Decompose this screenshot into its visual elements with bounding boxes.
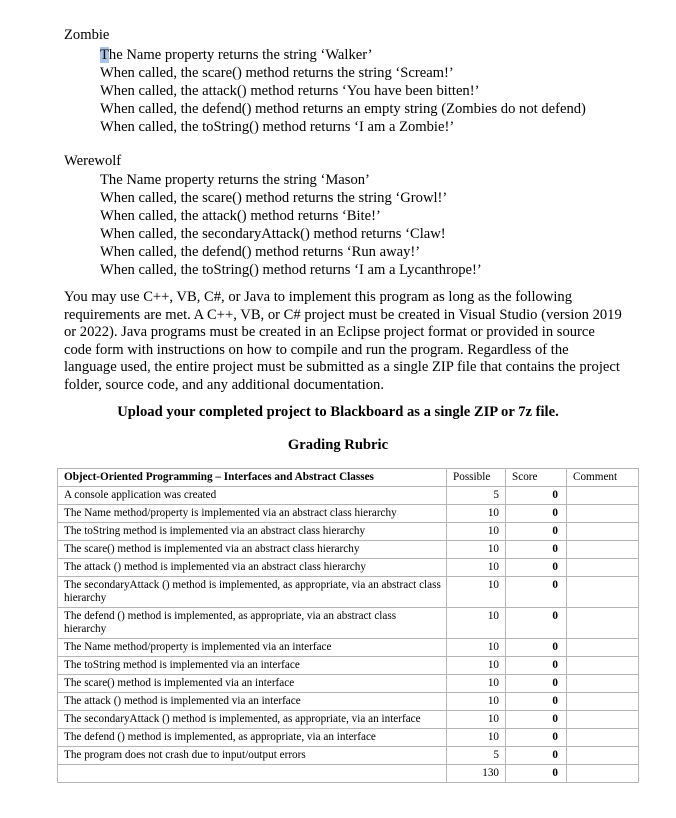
table-row — [58, 747, 639, 765]
table-row — [58, 505, 639, 523]
possible-cell: 10 — [447, 639, 506, 657]
werewolf-line: When called, the scare() method returns the string ‘Growl!’ — [100, 190, 448, 206]
possible-cell: 10 — [447, 657, 506, 675]
possible-cell: 10 — [447, 559, 506, 577]
zombie-line: When called, the attack() method returns ‘You have been bitten!’ — [100, 83, 480, 99]
zombie-line: When called, the defend() method returns an empty string (Zombies do not defend) — [100, 101, 586, 117]
werewolf-line: The Name property returns the string ‘Mason’ — [100, 172, 370, 188]
comment-cell — [567, 765, 639, 783]
criterion-cell: The Name method/property is implemented via an abstract class hierarchy — [58, 505, 447, 523]
possible-cell: 130 — [447, 765, 506, 783]
criterion-cell: The toString method is implemented via an interface — [58, 657, 447, 675]
table-row — [58, 523, 639, 541]
criterion-cell: The attack () method is implemented via an interface — [58, 693, 447, 711]
score-cell: 0 — [506, 487, 567, 505]
werewolf-line: When called, the attack() method returns ‘Bite!’ — [100, 208, 381, 224]
comment-cell — [567, 559, 639, 577]
comment-cell — [567, 523, 639, 541]
zombie-heading: Zombie — [64, 27, 110, 43]
criterion-cell: The defend () method is implemented, as appropriate, via an abstract class hierarchy — [58, 608, 447, 639]
score-cell: 0 — [506, 639, 567, 657]
possible-cell: 10 — [447, 693, 506, 711]
comment-cell — [567, 729, 639, 747]
header-possible: Possible — [447, 469, 506, 487]
comment-cell — [567, 657, 639, 675]
criterion-cell: The Name method/property is implemented via an interface — [58, 639, 447, 657]
zombie-line: When called, the toString() method returns ‘I am a Zombie!’ — [100, 119, 455, 135]
criterion-cell: The toString method is implemented via an abstract class hierarchy — [58, 523, 447, 541]
comment-cell — [567, 608, 639, 639]
score-cell: 0 — [506, 747, 567, 765]
comment-cell — [567, 693, 639, 711]
criterion-cell — [58, 765, 447, 783]
possible-cell: 10 — [447, 711, 506, 729]
criterion-cell: The secondaryAttack () method is implemented, as appropriate, via an interface — [58, 711, 447, 729]
comment-cell — [567, 505, 639, 523]
score-cell: 0 — [506, 559, 567, 577]
table-row — [58, 608, 639, 639]
score-cell: 0 — [506, 711, 567, 729]
score-cell: 0 — [506, 541, 567, 559]
werewolf-line: When called, the secondaryAttack() method returns ‘Claw! — [100, 226, 446, 242]
werewolf-line: When called, the defend() method returns ‘Run away!’ — [100, 244, 421, 260]
possible-cell: 10 — [447, 608, 506, 639]
score-cell: 0 — [506, 675, 567, 693]
header-score: Score — [506, 469, 567, 487]
score-cell: 0 — [506, 657, 567, 675]
possible-cell: 10 — [447, 577, 506, 608]
table-row — [58, 657, 639, 675]
header-comment: Comment — [567, 469, 639, 487]
table-row — [58, 559, 639, 577]
text-selection[interactable]: T — [100, 47, 109, 63]
zombie-line — [100, 46, 373, 64]
score-cell: 0 — [506, 505, 567, 523]
score-cell: 0 — [506, 608, 567, 639]
table-row — [58, 541, 639, 559]
comment-cell — [567, 577, 639, 608]
criterion-cell: A console application was created — [58, 487, 447, 505]
table-row — [58, 675, 639, 693]
comment-cell — [567, 541, 639, 559]
score-cell: 0 — [506, 729, 567, 747]
upload-instruction: Upload your completed project to Blackboard as a single ZIP or 7z file. — [117, 404, 559, 420]
grading-rubric-table — [57, 468, 639, 783]
comment-cell — [567, 487, 639, 505]
rubric-title: Grading Rubric — [287, 437, 389, 453]
criterion-cell: The attack () method is implemented via an abstract class hierarchy — [58, 559, 447, 577]
possible-cell: 10 — [447, 729, 506, 747]
table-row — [58, 487, 639, 505]
score-cell: 0 — [506, 693, 567, 711]
table-row — [58, 729, 639, 747]
table-row — [58, 711, 639, 729]
comment-cell — [567, 639, 639, 657]
possible-cell: 10 — [447, 541, 506, 559]
possible-cell: 10 — [447, 505, 506, 523]
zombie-line-text: he Name property returns the string ‘Walker’ — [108, 47, 373, 63]
possible-cell: 10 — [447, 675, 506, 693]
criterion-cell: The scare() method is implemented via an interface — [58, 675, 447, 693]
comment-cell — [567, 747, 639, 765]
table-row — [58, 577, 639, 608]
comment-cell — [567, 675, 639, 693]
score-cell: 0 — [506, 765, 567, 783]
possible-cell: 5 — [447, 487, 506, 505]
comment-cell — [567, 711, 639, 729]
possible-cell: 10 — [447, 523, 506, 541]
table-row — [58, 639, 639, 657]
header-criteria: Object-Oriented Programming – Interfaces and Abstract Classes — [58, 469, 447, 487]
score-cell: 0 — [506, 577, 567, 608]
score-cell: 0 — [506, 523, 567, 541]
total-row — [58, 765, 639, 783]
possible-cell: 5 — [447, 747, 506, 765]
criterion-cell: The program does not crash due to input/output errors — [58, 747, 447, 765]
criterion-cell: The secondaryAttack () method is implemented, as appropriate, via an abstract class hierarchy — [58, 577, 447, 608]
requirements-paragraph: You may use C++, VB, C#, or Java to implement this program as long as the following requirements are met. A C++, VB, or C# project must be created in Visual Studio (version 2019 or 2022). Java programs must be created in an Eclipse project format or provided in source code form with instructions on how to compile and run the program. Regardless of the language used, the entire project must be submitted as a single ZIP file that contains the project folder, source code, and any additional documentation. — [64, 289, 622, 393]
criterion-cell: The defend () method is implemented, as appropriate, via an interface — [58, 729, 447, 747]
table-row — [58, 693, 639, 711]
criterion-cell: The scare() method is implemented via an abstract class hierarchy — [58, 541, 447, 559]
table-header-row — [58, 469, 639, 487]
zombie-line: When called, the scare() method returns the string ‘Scream!’ — [100, 65, 454, 81]
werewolf-heading: Werewolf — [64, 153, 122, 169]
werewolf-line: When called, the toString() method returns ‘I am a Lycanthrope!’ — [100, 262, 482, 278]
